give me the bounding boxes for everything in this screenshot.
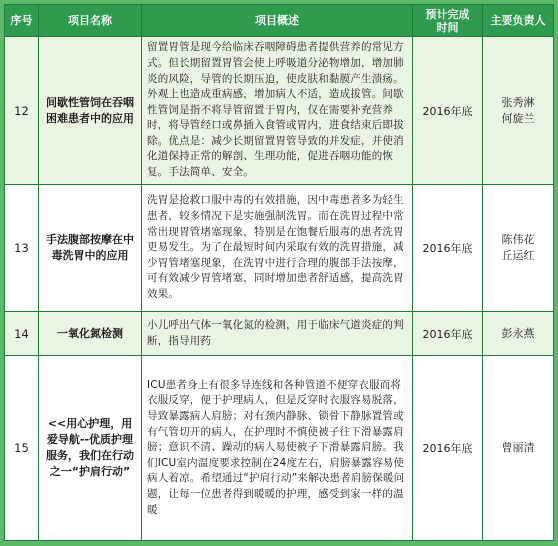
table-header-row xyxy=(5,5,554,37)
table-row xyxy=(5,312,554,356)
row-name: 手法腹部按摩在中毒洗胃中的应用 xyxy=(39,185,142,312)
header-name: 项目名称 xyxy=(39,5,142,37)
row-no: 13 xyxy=(5,185,39,312)
row-desc: ICU患者身上有很多导连线和各种管道不便穿衣服而将衣服反穿，便于护理病人，但是反穿时衣服容易脱落，导致暴露病人肩膀；对有颈内静脉、锁骨下静脉置管或有气管切开的病人，在护理时不慎使被子往下滑暴露肩膀；意识不清、躁动的病人易使被子下滑暴露肩膀。我们ICU室内温度要求控制在24度左右，肩膀暴露容易使病人着凉。希望通过“护肩行动”来解决患者肩膀保暖问题，让每一位患者得到暖暖的护理，感受到家一样的温暖 xyxy=(142,356,413,541)
header-desc: 项目概述 xyxy=(142,5,413,37)
row-time: 2016年底 xyxy=(413,37,483,185)
row-owner: 彭永燕 xyxy=(483,312,554,356)
table-row xyxy=(5,37,554,185)
row-name: 间歇性管饲在吞咽困难患者中的应用 xyxy=(39,37,142,185)
row-desc: 洗胃是抢救口服中毒的有效措施，因中毒患者多为轻生患者，较多情况下是实施强制洗胃。而在洗胃过程中常常出现胃管堵塞现象，特别是在饱餐后服毒的患者洗胃更易发生。为了在最短时间内采取有效的洗胃措施，减少胃管堵塞现象，在洗胃中进行合理的腹部手法按摩，可有效减少胃管堵塞，同时增加患者舒适感，提高洗胃效果。 xyxy=(142,185,413,312)
header-time xyxy=(413,5,483,37)
table-row xyxy=(5,185,554,312)
row-owner: 张秀淋 何旋兰 xyxy=(483,37,554,185)
row-time: 2016年底 xyxy=(413,312,483,356)
row-name: 一氧化氮检测 xyxy=(39,312,142,356)
row-no: 14 xyxy=(5,312,39,356)
row-time: 2016年底 xyxy=(413,356,483,541)
row-no: 12 xyxy=(5,37,39,185)
header-owner: 主要负责人 xyxy=(483,5,554,37)
row-owner: 陈伟花 丘运红 xyxy=(483,185,554,312)
row-no: 15 xyxy=(5,356,39,541)
row-name: <<用心护理，用爱导航--优质护理服务，我们在行动之一“护肩行动” xyxy=(39,356,142,541)
project-table xyxy=(4,4,554,541)
row-time: 2016年底 xyxy=(413,185,483,312)
row-desc: 留置胃管是现今给临床吞咽障碍患者提供营养的常见方式。但长期留置胃管会使上呼吸道分泌物增加，增加肺炎的风险，导管的长期压迫，使皮肤和黏膜产生溃疡。外观上也造成重病感，增加病人不适，造成拔管。间歇性管饲是指不将导管留置于胃内，仅在需要补充营养时，将导管经口或鼻插入食管或胃内，进食结束后即拔除。优点是：减少长期留置胃管导致的并发症，并使消化道保持正常的解剖、生理功能，促进吞咽功能的恢复。手法简单、安全。 xyxy=(142,37,413,185)
row-desc: 小儿呼出气体一氧化氮的检测，用于临床气道炎症的判断，指导用药 xyxy=(142,312,413,356)
row-owner: 曾丽清 xyxy=(483,356,554,541)
header-time-label: 预计完成时间 xyxy=(425,7,470,34)
table-row xyxy=(5,356,554,541)
header-no: 序号 xyxy=(5,5,39,37)
